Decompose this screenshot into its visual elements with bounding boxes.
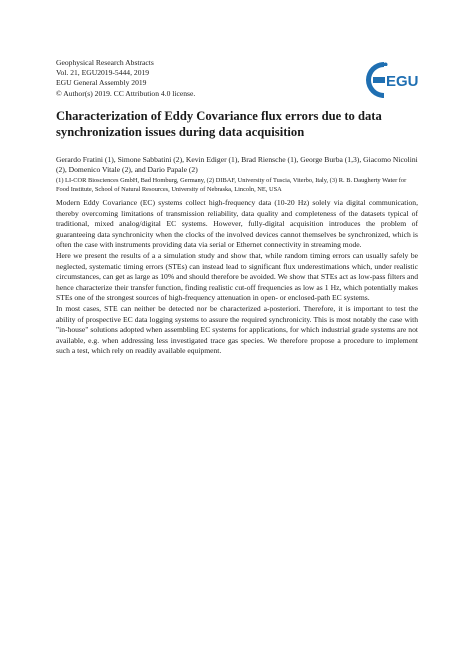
affiliation-list: (1) LI-COR Biosciences GmbH, Bad Homburg, Germany, (2) DIBAF, University of Tuscia, Viterbo, Italy, (3) R. B. Daugherty Water for Food Institute, School of Natural Resources, University of Nebraska, Lincoln, NE, USA — [56, 177, 407, 193]
publication-header — [56, 58, 195, 99]
header-line: Geophysical Research Abstracts — [56, 58, 154, 67]
egu-logo-mark — [366, 62, 388, 98]
header-line: © Author(s) 2019. CC Attribution 4.0 license. — [56, 88, 196, 98]
egu-logo-text: EGU — [386, 73, 419, 90]
abstract-paragraph: In most cases, STE can neither be detected nor be characterized a-posteriori. Therefore, it is important to test the ability of prospective EC data logging systems to assure the required synchronicity. This is most notably the case with "in-house" solutions adopted when assembling EC systems for applications, for which industrial grade systems are not available, e.g. when addressing less investigated trace gas species. We therefore propose a procedure to implement such a test, which rely on readily available equipment. — [56, 303, 418, 356]
abstract-paragraph: Modern Eddy Covariance (EC) systems collect high-frequency data (10-20 Hz) solely via digital communication, thereby overcoming limitations of transmission reliability, data quality and completeness of the datasets typical of traditional, mixed analog/digital EC systems. However, fully-digital acquisition introduces the problem of guaranteeing data synchronicity when the clocks of the involved devices cannot themselves be synchronized, which is often the case with instruments providing data via serial or Ethernet connectivity in streaming mode. — [56, 198, 418, 250]
author-list: Gerardo Fratini (1), Simone Sabbatini (2), Kevin Ediger (1), Brad Riensche (1), George Burba (1,3), Giacomo Nicolini (2), Domenico Vitale (2), and Dario Papale (2) — [56, 155, 418, 175]
header-line: EGU General Assembly 2019 — [56, 78, 147, 88]
paper-title: Characterization of Eddy Covariance flux errors due to data synchronization issues during data acquisition — [56, 109, 382, 139]
header-line: Vol. 21, EGU2019-5444, 2019 — [56, 68, 150, 78]
egu-logo — [364, 58, 424, 102]
abstract-paragraph: Here we present the results of a a simulation study and show that, while random timing errors can usually safely be neglected, systematic timing errors (STEs) can instead lead to significant flux underestimations which, under realistic circumstances, can get as large as 10% and should therefore be avoided. We show that STEs act as low-pass filters and hence characterize their transfer function, finding realistic cut-off frequencies as low as 1 Hz, which potentially makes STEs one of the strongest sources of high-frequency attenuation in open- or enclosed-path EC systems. — [56, 250, 418, 303]
abstract-body — [56, 198, 418, 357]
